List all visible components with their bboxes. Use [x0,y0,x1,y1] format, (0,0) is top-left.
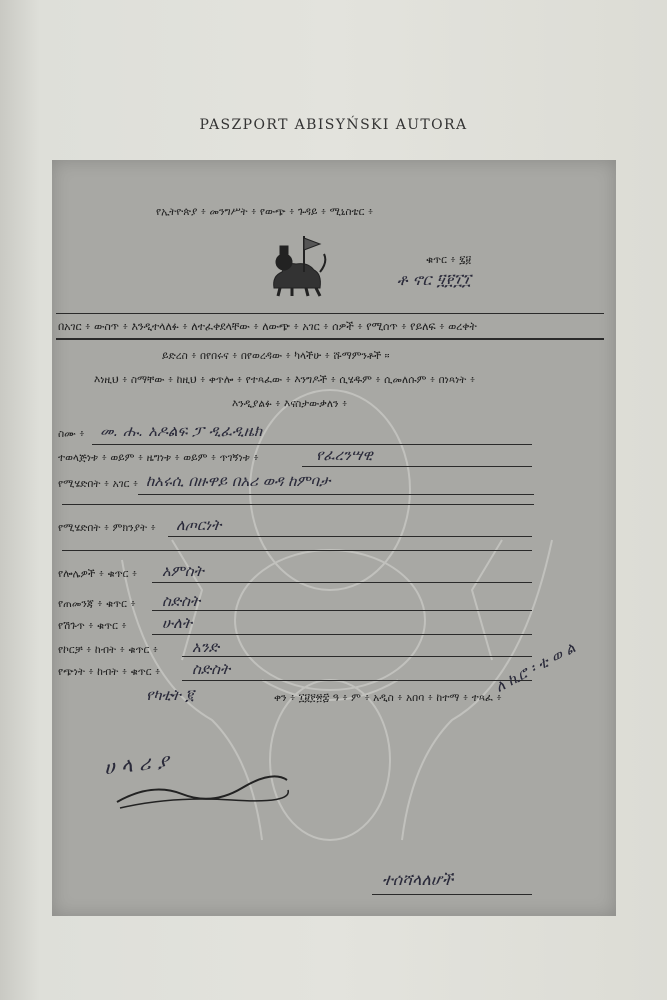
title-rule-top [56,313,604,314]
field-value-pistols: ሁለት [162,614,192,632]
field-rule-purpose [168,536,532,537]
field-rule-saddle-animals [182,656,532,657]
field-label-nationality: ተወላጅነቱ ፥ ወይም ፥ ዜግነቱ ፥ ወይም ፥ ጥገኝነቱ ፥ [58,452,259,464]
signature-bottom-rule [372,894,532,895]
field-rule-destination [138,494,534,495]
ministry-header: የኢትዮጵያ ፥ መንግሥት ፥ የውጭ ፥ ጉዳይ ፥ ሚኒስቴር ፥ [156,206,374,218]
field-value-purpose: ለጦርነት [176,516,222,534]
field-value-name: መ. ሑ. አዶልፍ ፓ ዲፈዲዜክ [100,422,263,440]
field-label-pistols: የሽጉጥ ፥ ቁጥር ፥ [58,620,127,632]
intro-line-1: ይድረስ ፥ በየበሩና ፥ በየወረዳው ፥ ካላችሁ ፥ ሹማምንቶች ። [162,350,390,362]
field-label-purpose: የሚሄድበት ፥ ምክንያት ፥ [58,522,156,534]
field-value-saddle-animals: አንድ [192,638,220,656]
passport-document [52,160,616,916]
field-rule-pistols [152,634,532,635]
field-value-pack-animals: ስድስት [192,660,231,678]
field-rule-rifles [152,610,532,611]
field-rule-pack-animals [182,680,532,681]
field-value-rifles: ስድስት [162,592,201,610]
title-rule-bottom [56,338,604,340]
signature-left: ሀ ላ ሪ ያ [102,748,171,780]
signature-left-scribble-icon [112,772,292,812]
field-value-servants: አምስት [162,562,204,580]
document-title: በአገር ፥ ውስጥ ፥ እንዲተላለፉ ፥ ለተፈቀደላቸው ፥ ለውጭ ፥ አገር ፥ ሰዎች ፥ የሚሰጥ ፥ የይለፍ ፥ ወረቀት [58,320,477,333]
field-label-name: ስሙ ፥ [58,428,85,440]
number-label: ቁጥር ፥ ፯፱ [426,254,472,266]
lion-of-judah-icon [262,232,332,298]
intro-line-3: እንዲያልፉ ፥ እናስታውቃለን ፥ [232,398,348,410]
field-label-rifles: የጠመንጃ ፥ ቁጥር ፥ [58,598,136,610]
field-label-servants: የሎሌዎች ፥ ቁጥር ፥ [58,568,138,580]
field-label-pack-animals: የጭነት ፥ ከብት ፥ ቁጥር ፥ [58,666,161,678]
field-rule-name [92,444,532,445]
field-rule-nationality [302,466,532,467]
intro-line-2: እነዚህ ፥ ስማቸው ፥ ከዚህ ፥ ቀጥሎ ፥ የተጻፈው ፥ እንግዶች ፥ ሲሄዱም ፥ ሲመለሱም ፥ በነጻነት ፥ [94,374,476,386]
signature-bottom: ተሰሻላለሆች [382,870,454,889]
field-rule-destination-2 [62,504,534,505]
date-handwritten: የካቲት ፪ [146,686,194,704]
number-handwritten: ቶ ኖር ፶፻፲፲ [397,270,471,289]
field-label-destination: የሚሄድበት ፥ አገር ፥ [58,478,139,490]
field-value-nationality: የፈረንሣዊ [316,446,373,464]
date-line: ቀን ፥ ፲፱፻፳፰ ዓ ፥ ም ፥ አዲስ ፥ አበባ ፥ ከተማ ፥ ተጻፈ ፥ [274,692,502,704]
page-caption: PASZPORT ABISYŃSKI AUTORA [199,117,468,133]
field-rule-servants [152,582,532,583]
field-value-destination: ከአሩሲ በዙዋይ በአሪ ወዳ ከምባታ [146,472,331,490]
signature-right: ለ ኪሮ ፡ ቲ ወ ል [492,638,579,696]
field-label-saddle-animals: የኮርቻ ፥ ከብት ፥ ቁጥር ፥ [58,644,159,656]
field-rule-purpose-2 [62,550,532,551]
